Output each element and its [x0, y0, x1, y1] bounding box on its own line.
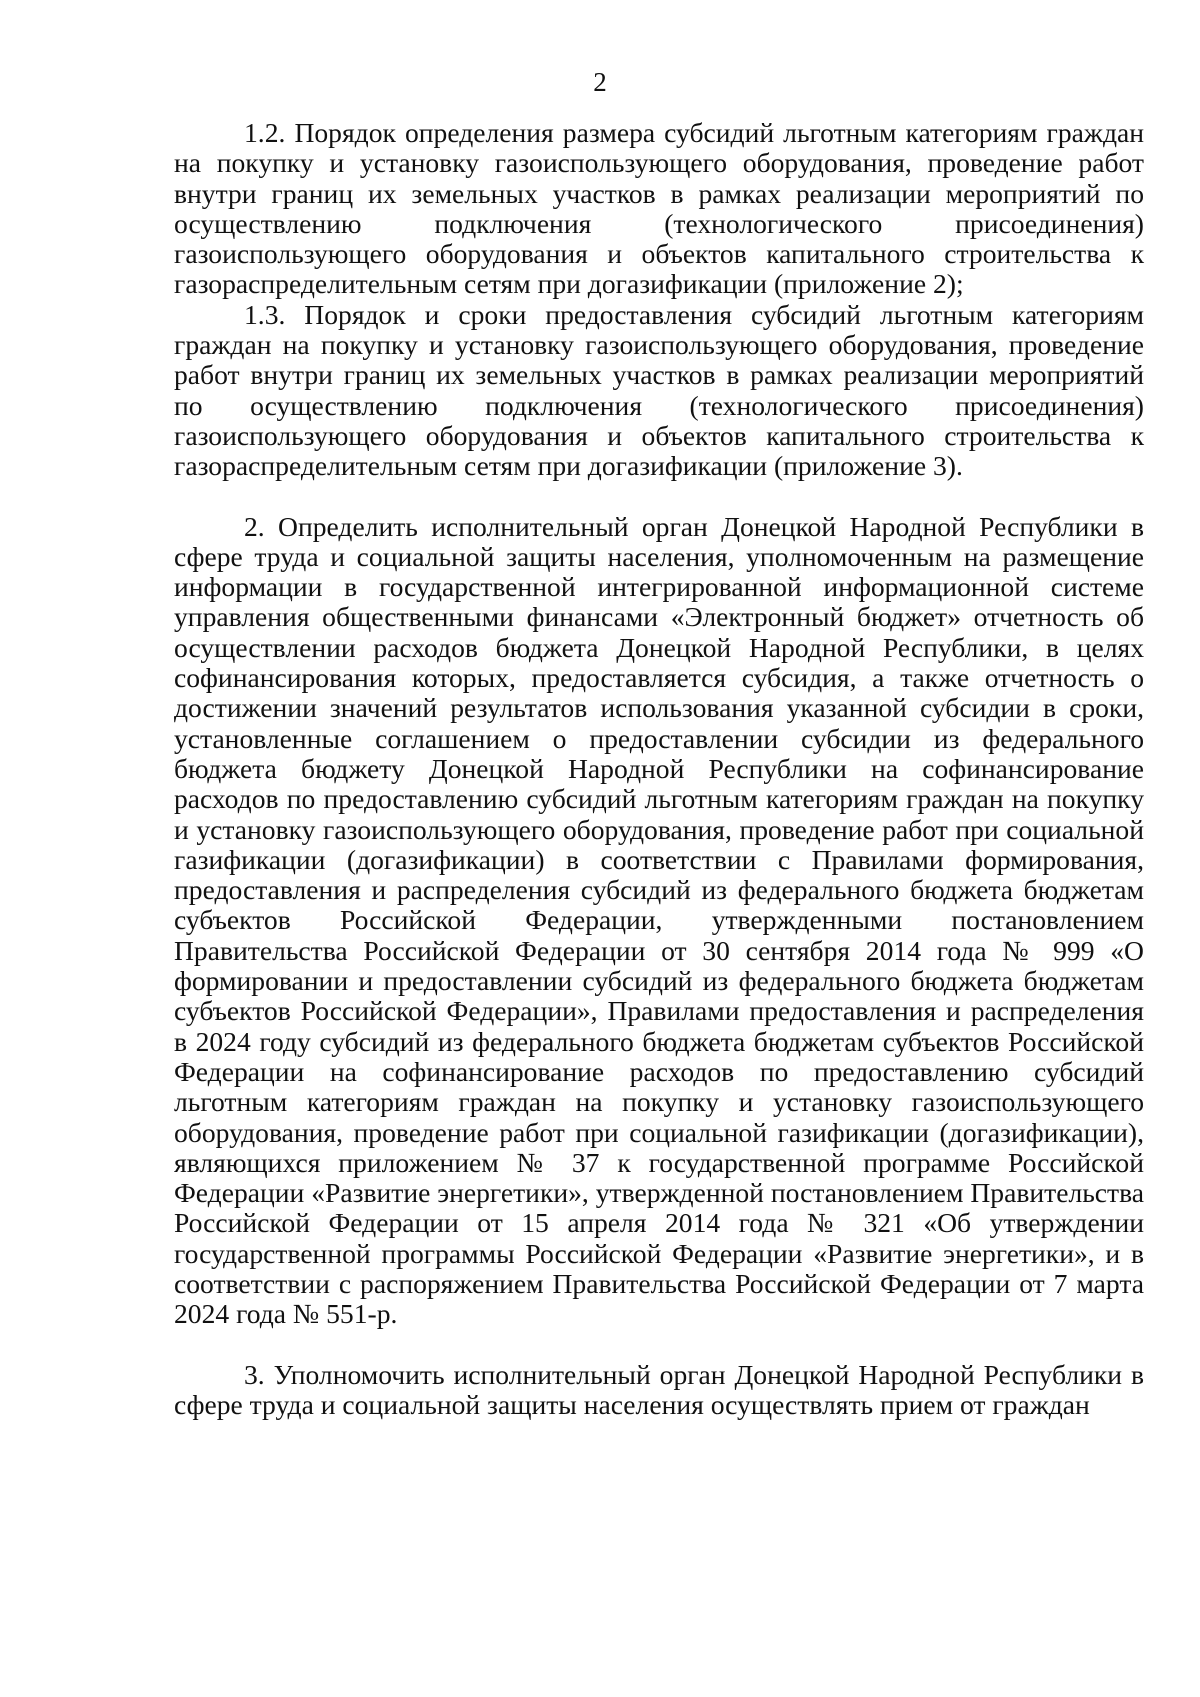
paragraph-2: 2. Определить исполнительный орган Донецкой Народной Республики в сфере труда и социальной защиты населения, уполномоченным на размещение информации в государственной интегрированной информационной системе управления общественными финансами «Электронный бюджет» отчетность об осуществлении расходов бюджета Донецкой Народной Республики, в целях софинансирования которых, предоставляется субсидия, а также отчетность о достижении значений результатов использования указанной субсидии в сроки, установленные соглашением о предоставлении субсидии из федерального бюджета бюджету Донецкой Народной Республики на софинансирование расходов по предоставлению субсидий льготным категориям граждан на покупку и установку газоиспользующего оборудования, проведение работ при социальной газификации (догазификации) в соответствии с Правилами формирования, предоставления и распределения субсидий из федерального бюджета бюджетам субъектов Российской Федерации, утвержденными постановлением Правительства Российской Федерации от 30 сентября 2014 года № 999 «О формировании и предоставлении субсидий из федерального бюджета бюджетам субъектов Российской Федерации», Правилами предоставления и распределения в 2024 году субсидий из федерального бюджета бюджетам субъектов Российской Федерации на софинансирование расходов по предоставлению субсидий льготным категориям граждан на покупку и установку газоиспользующего оборудования, проведение работ при социальной газификации (догазификации), являющихся приложением № 37 к государственной программе Российской Федерации «Развитие энергетики», утвержденной постановлением Правительства Российской Федерации от 15 апреля 2014 года № 321 «Об утверждении государственной программы Российской Федерации «Развитие энергетики», и в соответствии с распоряжением Правительства Российской Федерации от 7 марта 2024 года № 551-р.: [174, 510, 1145, 1330]
paragraph-3: 3. Уполномочить исполнительный орган Донецкой Народной Республики в сфере труда и социальной защиты населения осуществлять прием от граждан: [174, 1358, 1144, 1420]
paragraph-1-3: 1.3. Порядок и сроки предоставления субсидий льготным категориям граждан на покупку и установку газоиспользующего оборудования, проведение работ внутри границ их земельных участков в рамках реализации мероприятий по осуществлению подключения (технологического присоединения) газоиспользующего оборудования и объектов капитального строительства к газораспределительным сетям при догазификации (приложение 3).: [174, 298, 1144, 482]
page-number: 2: [593, 67, 607, 97]
document-body: [174, 118, 1144, 1420]
paragraph-1-2: 1.2. Порядок определения размера субсидий льготным категориям граждан на покупку и установку газоиспользующего оборудования, проведение работ внутри границ их земельных участков в рамках реализации мероприятий по осуществлению подключения (технологического присоединения) газоиспользующего оборудования и объектов капитального строительства к газораспределительным сетям при догазификации (приложение 2);: [174, 117, 1144, 300]
